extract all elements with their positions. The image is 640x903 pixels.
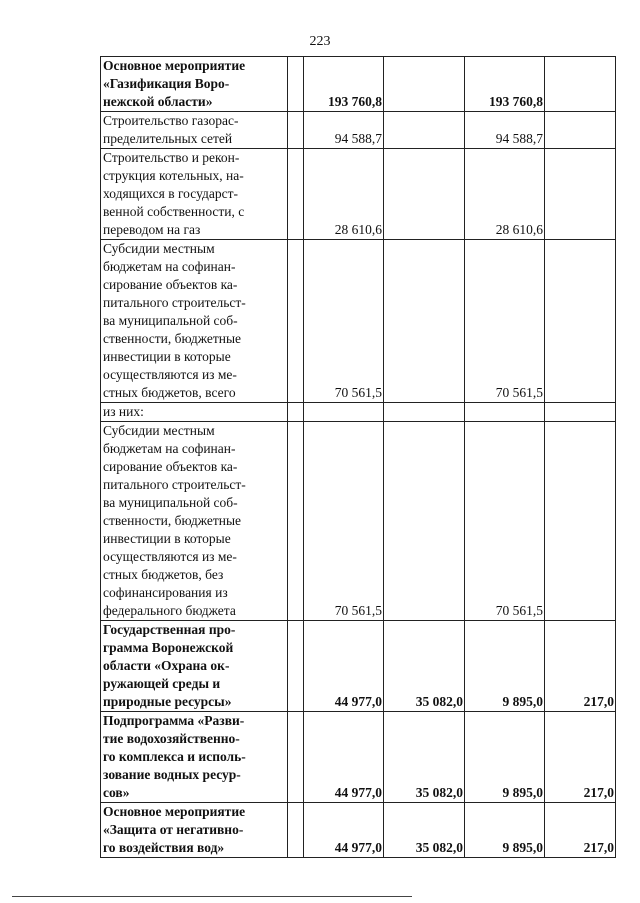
- empty-cell: [288, 57, 304, 112]
- table-row: [101, 712, 616, 803]
- empty-cell: [288, 240, 304, 403]
- total-value: 44 977,0: [304, 712, 384, 803]
- row-label-cell: [101, 149, 288, 240]
- table-row: [101, 422, 616, 621]
- row-label-cell: [101, 240, 288, 403]
- federal-value: [384, 403, 465, 422]
- regional-value: 70 561,5: [465, 240, 545, 403]
- empty-cell: [288, 712, 304, 803]
- empty-cell: [288, 112, 304, 149]
- table-row: [101, 803, 616, 858]
- local-value: [545, 149, 616, 240]
- local-value: 217,0: [545, 803, 616, 858]
- page-bottom-rule: [12, 896, 412, 897]
- row-label: Государственная про- грамма Воронежской области «Охрана ок- ружающей среды и природные ресурсы»: [103, 622, 236, 709]
- federal-value: [384, 149, 465, 240]
- total-value: 70 561,5: [304, 240, 384, 403]
- regional-value: 28 610,6: [465, 149, 545, 240]
- total-value: 70 561,5: [304, 422, 384, 621]
- local-value: 217,0: [545, 621, 616, 712]
- table-row: [101, 57, 616, 112]
- empty-cell: [288, 149, 304, 240]
- regional-value: 193 760,8: [465, 57, 545, 112]
- row-label-cell: [101, 422, 288, 621]
- row-label: Строительство и рекон- струкция котельных, на- ходящихся в государст- венной собственности, с переводом на газ: [103, 150, 245, 237]
- table-row: [101, 621, 616, 712]
- row-label: Строительство газорас- пределительных сетей: [103, 113, 239, 146]
- federal-value: [384, 422, 465, 621]
- total-value: 44 977,0: [304, 803, 384, 858]
- empty-cell: [288, 422, 304, 621]
- row-label: Основное мероприятие «Защита от негативно- го воздействия вод»: [103, 804, 246, 855]
- federal-value: [384, 240, 465, 403]
- total-value: 28 610,6: [304, 149, 384, 240]
- local-value: [545, 57, 616, 112]
- local-value: [545, 240, 616, 403]
- federal-value: 35 082,0: [384, 803, 465, 858]
- local-value: 217,0: [545, 712, 616, 803]
- total-value: 44 977,0: [304, 621, 384, 712]
- federal-value: [384, 112, 465, 149]
- row-label-cell: [101, 112, 288, 149]
- regional-value: 9 895,0: [465, 712, 545, 803]
- empty-cell: [288, 403, 304, 422]
- budget-table: [100, 56, 616, 858]
- empty-cell: [288, 621, 304, 712]
- table-row: [101, 149, 616, 240]
- budget-table-body: [101, 57, 616, 858]
- row-label: Субсидии местным бюджетам на софинан- сирование объектов ка- питального строительст- ва муниципальной соб- ственности, бюджетные инвестиции в которые осуществляются из ме- стных бюджетов, всего: [103, 241, 246, 400]
- regional-value: 9 895,0: [465, 621, 545, 712]
- regional-value: 94 588,7: [465, 112, 545, 149]
- row-label-cell: [101, 57, 288, 112]
- local-value: [545, 403, 616, 422]
- row-label: Подпрограмма «Разви- тие водохозяйственно- го комплекса и исполь- зование водных ресур- сов»: [103, 713, 246, 800]
- local-value: [545, 422, 616, 621]
- row-label-cell: [101, 712, 288, 803]
- row-label: из них:: [103, 404, 144, 419]
- empty-cell: [288, 803, 304, 858]
- row-label-cell: [101, 621, 288, 712]
- local-value: [545, 112, 616, 149]
- federal-value: 35 082,0: [384, 712, 465, 803]
- row-label: Субсидии местным бюджетам на софинан- сирование объектов ка- питального строительст- ва муниципальной соб- ственности, бюджетные инвестиции в которые осуществляются из ме- стных бюджетов, без софинансирования из федерального бюджета: [103, 423, 246, 618]
- regional-value: 9 895,0: [465, 803, 545, 858]
- total-value: [304, 403, 384, 422]
- row-label-cell: [101, 803, 288, 858]
- federal-value: [384, 57, 465, 112]
- row-label: Основное мероприятие «Газификация Воро- нежской области»: [103, 58, 246, 109]
- total-value: 94 588,7: [304, 112, 384, 149]
- federal-value: 35 082,0: [384, 621, 465, 712]
- total-value: 193 760,8: [304, 57, 384, 112]
- regional-value: 70 561,5: [465, 422, 545, 621]
- table-row: [101, 403, 616, 422]
- regional-value: [465, 403, 545, 422]
- row-label-cell: [101, 403, 288, 422]
- page-number: 223: [309, 34, 331, 49]
- table-row: [101, 240, 616, 403]
- table-row: [101, 112, 616, 149]
